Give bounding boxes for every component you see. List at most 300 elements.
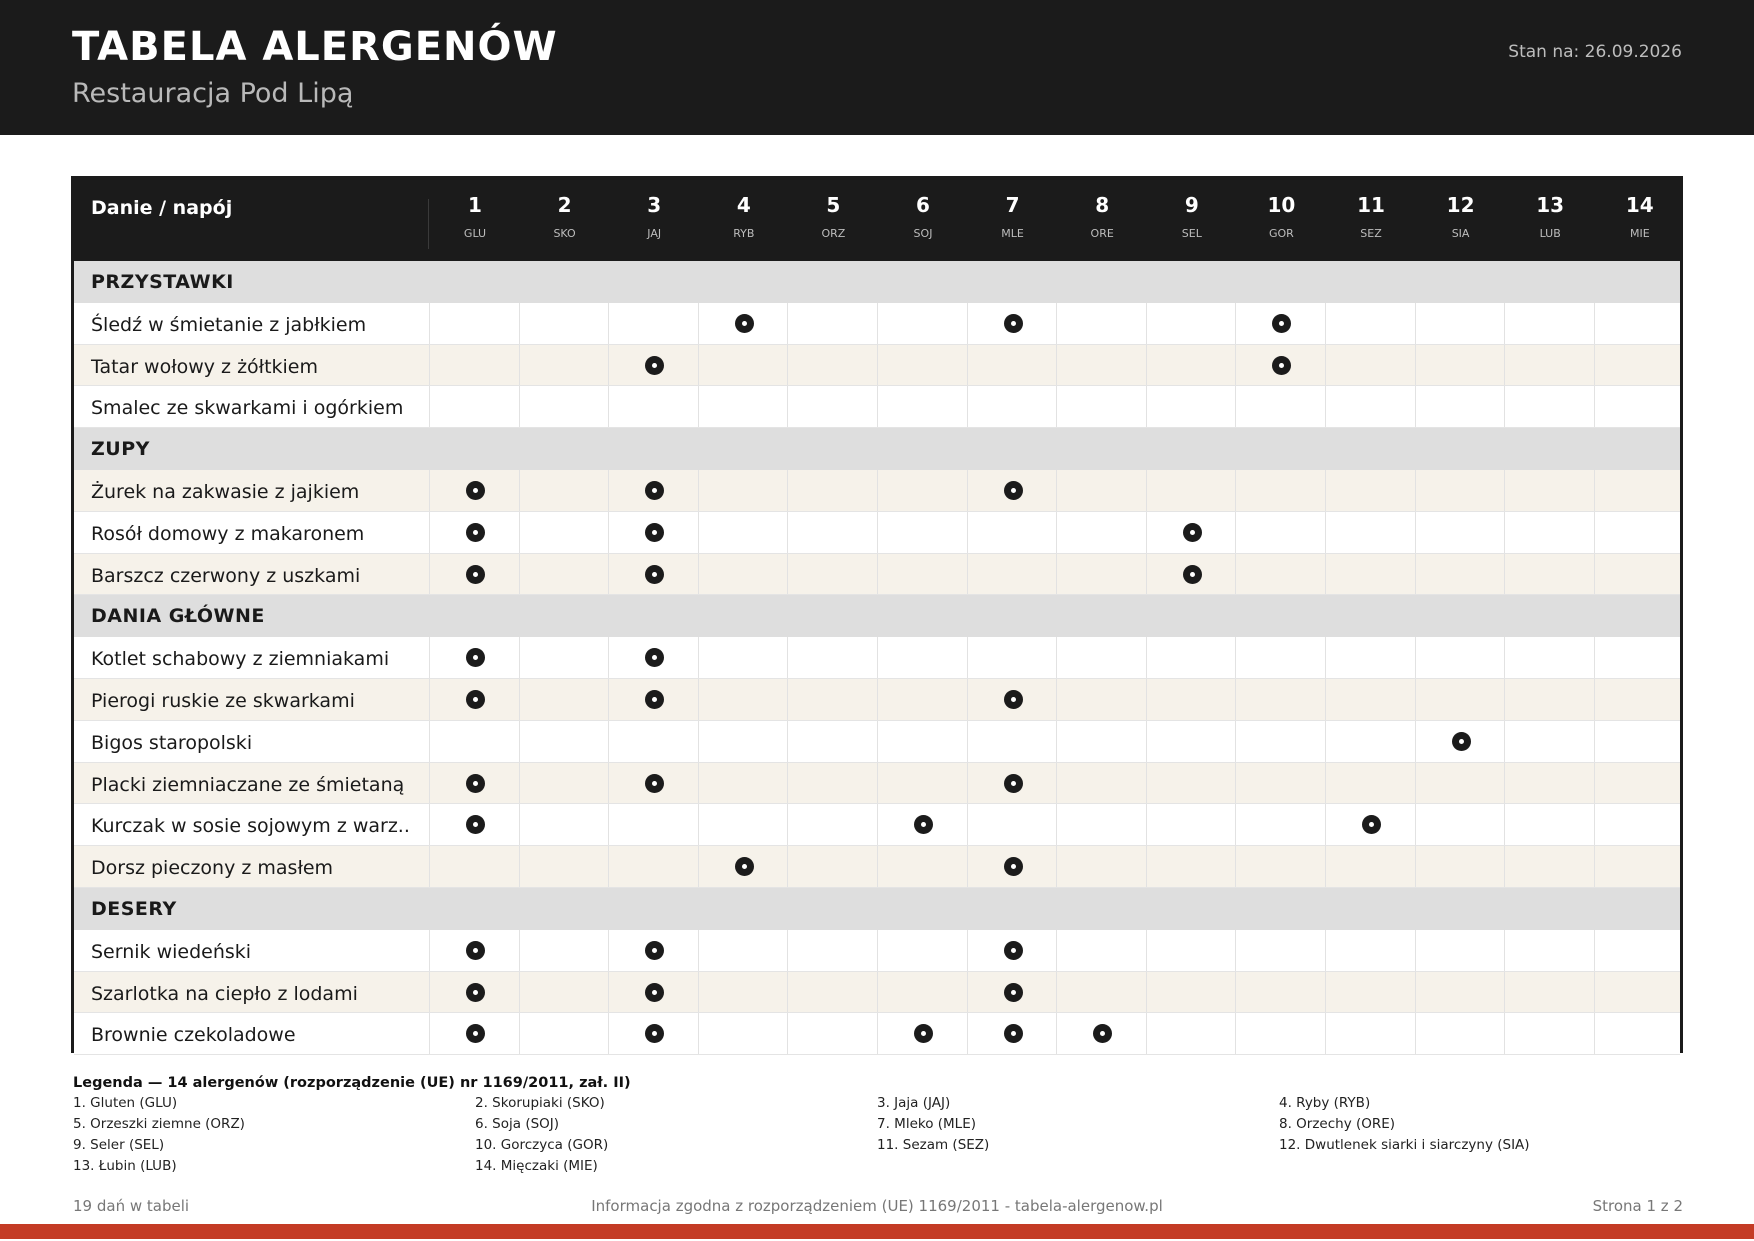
- allergen-cell: [967, 512, 1057, 553]
- legend-item: 14. Mięczaki (MIE): [475, 1158, 598, 1174]
- allergen-cell: [877, 721, 967, 762]
- allergen-cell: [429, 386, 519, 427]
- dish-count: 19 dań w tabeli: [73, 1197, 190, 1215]
- allergen-cell: [1325, 345, 1415, 386]
- allergen-cell: [608, 1013, 698, 1054]
- allergen-cell: [967, 554, 1057, 595]
- allergen-cell: [877, 1013, 967, 1054]
- allergen-cell: [519, 637, 609, 678]
- allergen-cell: [1325, 804, 1415, 845]
- allergen-present-icon: [735, 314, 754, 333]
- allergen-cell: [1146, 512, 1236, 553]
- allergen-number: 1: [468, 193, 482, 217]
- allergen-code: SKO: [553, 227, 576, 240]
- allergen-cell: [519, 721, 609, 762]
- allergen-cell: [1235, 804, 1325, 845]
- allergen-present-icon: [645, 690, 664, 709]
- allergen-cell: [698, 763, 788, 804]
- table-row: [74, 804, 1680, 846]
- allergen-cell: [787, 512, 877, 553]
- allergen-code: GOR: [1268, 227, 1294, 240]
- allergen-cell: [877, 930, 967, 971]
- accent-bar: [0, 1224, 1754, 1239]
- allergen-cell: [1594, 1013, 1684, 1054]
- allergen-cell: [1235, 470, 1325, 511]
- allergen-cell: [429, 345, 519, 386]
- legend-item: 8. Orzechy (ORE): [1279, 1116, 1396, 1132]
- allergen-cell: [429, 303, 519, 344]
- column-header-allergen: [968, 193, 1058, 240]
- allergen-cell: [1146, 972, 1236, 1013]
- allergen-cell: [608, 470, 698, 511]
- allergen-code: LUB: [1539, 227, 1561, 240]
- allergen-cell: [967, 763, 1057, 804]
- allergen-cell: [1056, 846, 1146, 887]
- allergen-cell: [877, 846, 967, 887]
- allergen-cell: [429, 637, 519, 678]
- allergen-cell: [1415, 386, 1505, 427]
- allergen-cell: [1594, 846, 1684, 887]
- allergen-cell: [1235, 554, 1325, 595]
- allergen-cell: [877, 470, 967, 511]
- page-title: TABELA ALERGENÓW: [72, 24, 558, 70]
- allergen-cell: [1325, 637, 1415, 678]
- allergen-cell: [1415, 930, 1505, 971]
- category-row: [74, 428, 1680, 470]
- allergen-cell: [1594, 637, 1684, 678]
- allergen-cell: [519, 972, 609, 1013]
- allergen-cell: [1235, 512, 1325, 553]
- dish-name: Smalec ze skwarkami i ogórkiem: [91, 397, 404, 420]
- allergen-cell: [1504, 930, 1594, 971]
- allergen-cell: [698, 554, 788, 595]
- allergen-cell: [519, 846, 609, 887]
- allergen-cell: [698, 721, 788, 762]
- allergen-cell: [1056, 972, 1146, 1013]
- allergen-present-icon: [645, 983, 664, 1002]
- allergen-present-icon: [466, 481, 485, 500]
- allergen-cell: [1504, 386, 1594, 427]
- table-row: [74, 846, 1680, 888]
- legend-item: 10. Gorczyca (GOR): [475, 1137, 609, 1153]
- allergen-code: SEL: [1181, 227, 1202, 240]
- allergen-cell: [1415, 679, 1505, 720]
- allergen-code: JAJ: [647, 227, 662, 240]
- allergen-cell: [1504, 637, 1594, 678]
- allergen-cell: [877, 637, 967, 678]
- allergen-cell: [519, 930, 609, 971]
- allergen-cell: [429, 804, 519, 845]
- allergen-cell: [1325, 763, 1415, 804]
- allergen-code: MLE: [1001, 227, 1024, 240]
- allergen-present-icon: [1272, 356, 1291, 375]
- allergen-cell: [877, 512, 967, 553]
- allergen-present-icon: [1004, 314, 1023, 333]
- table-row: [74, 972, 1680, 1014]
- allergen-code: SOJ: [913, 227, 933, 240]
- allergen-cell: [429, 470, 519, 511]
- allergen-present-icon: [1183, 523, 1202, 542]
- allergen-cell: [1235, 763, 1325, 804]
- dish-name: Żurek na zakwasie z jajkiem: [91, 480, 360, 503]
- allergen-cell: [1504, 721, 1594, 762]
- allergen-cell: [1504, 345, 1594, 386]
- allergen-cell: [429, 721, 519, 762]
- allergen-present-icon: [1004, 690, 1023, 709]
- allergen-cell: [1415, 512, 1505, 553]
- allergen-present-icon: [466, 523, 485, 542]
- allergen-cell: [1235, 386, 1325, 427]
- allergen-cell: [1146, 554, 1236, 595]
- allergen-cell: [608, 846, 698, 887]
- allergen-cell: [1415, 637, 1505, 678]
- allergen-cell: [519, 804, 609, 845]
- allergen-present-icon: [1362, 815, 1381, 834]
- category-row: [74, 261, 1680, 303]
- legend-item: 9. Seler (SEL): [73, 1137, 165, 1153]
- allergen-cell: [698, 930, 788, 971]
- allergen-cell: [698, 512, 788, 553]
- allergen-present-icon: [1183, 565, 1202, 584]
- header-divider: [428, 199, 429, 249]
- allergen-cell: [877, 763, 967, 804]
- allergen-cell: [608, 763, 698, 804]
- allergen-cell: [1146, 386, 1236, 427]
- allergen-cell: [519, 1013, 609, 1054]
- allergen-cell: [608, 554, 698, 595]
- allergen-cell: [1056, 386, 1146, 427]
- allergen-present-icon: [466, 941, 485, 960]
- table-header: [74, 179, 1680, 261]
- allergen-present-icon: [645, 523, 664, 542]
- allergen-cell: [1235, 345, 1325, 386]
- allergen-cell: [1594, 470, 1684, 511]
- allergen-cell: [1594, 804, 1684, 845]
- allergen-cell: [608, 345, 698, 386]
- allergen-cell: [877, 345, 967, 386]
- allergen-number: 7: [1005, 193, 1020, 217]
- allergen-cell: [1056, 345, 1146, 386]
- legend-item: 5. Orzeszki ziemne (ORZ): [73, 1116, 245, 1132]
- page-header: [0, 0, 1754, 135]
- allergen-present-icon: [1004, 774, 1023, 793]
- allergen-cell: [1235, 930, 1325, 971]
- allergen-number: 3: [647, 193, 662, 217]
- allergen-present-icon: [466, 690, 485, 709]
- allergen-cell: [967, 679, 1057, 720]
- allergen-cell: [608, 386, 698, 427]
- allergen-cell: [787, 930, 877, 971]
- table-row: [74, 512, 1680, 554]
- allergen-present-icon: [1004, 941, 1023, 960]
- allergen-cell: [1504, 554, 1594, 595]
- allergen-cell: [519, 303, 609, 344]
- allergen-present-icon: [914, 1024, 933, 1043]
- table-row: [74, 637, 1680, 679]
- allergen-present-icon: [645, 565, 664, 584]
- allergen-cell: [1146, 637, 1236, 678]
- allergen-cell: [698, 679, 788, 720]
- legend-item: 1. Gluten (GLU): [73, 1095, 178, 1111]
- table-row: [74, 470, 1680, 512]
- table-row: [74, 930, 1680, 972]
- allergen-cell: [608, 930, 698, 971]
- dish-name: Barszcz czerwony z uszkami: [91, 564, 361, 587]
- allergen-cell: [429, 679, 519, 720]
- allergen-cell: [608, 804, 698, 845]
- legend-list: [73, 1095, 1683, 1179]
- allergen-cell: [1235, 972, 1325, 1013]
- status-date: Stan na: 26.09.2026: [1508, 42, 1682, 62]
- allergen-cell: [1056, 512, 1146, 553]
- dish-name: Placki ziemniaczane ze śmietaną: [91, 773, 405, 796]
- allergen-present-icon: [466, 648, 485, 667]
- column-header-allergen: [1416, 193, 1506, 240]
- allergen-cell: [698, 345, 788, 386]
- allergen-present-icon: [466, 983, 485, 1002]
- allergen-cell: [1235, 1013, 1325, 1054]
- category-label: ZUPY: [91, 438, 150, 461]
- allergen-cell: [877, 554, 967, 595]
- allergen-cell: [967, 804, 1057, 845]
- allergen-cell: [429, 554, 519, 595]
- allergen-table: [71, 176, 1683, 1053]
- allergen-cell: [1594, 345, 1684, 386]
- dish-name: Kotlet schabowy z ziemniakami: [91, 648, 390, 671]
- allergen-cell: [698, 386, 788, 427]
- allergen-number: 14: [1625, 193, 1654, 217]
- dish-name: Rosół domowy z makaronem: [91, 522, 365, 545]
- allergen-cell: [877, 303, 967, 344]
- allergen-cell: [698, 846, 788, 887]
- allergen-cell: [1415, 470, 1505, 511]
- allergen-cell: [967, 721, 1057, 762]
- allergen-cell: [877, 972, 967, 1013]
- dish-name: Sernik wiedeński: [91, 940, 252, 963]
- allergen-cell: [1415, 554, 1505, 595]
- allergen-present-icon: [645, 356, 664, 375]
- allergen-cell: [1235, 303, 1325, 344]
- allergen-cell: [429, 846, 519, 887]
- allergen-number: 11: [1357, 193, 1385, 217]
- allergen-cell: [1504, 972, 1594, 1013]
- allergen-present-icon: [645, 481, 664, 500]
- allergen-present-icon: [466, 1024, 485, 1043]
- table-row: [74, 554, 1680, 596]
- allergen-cell: [1325, 930, 1415, 971]
- allergen-cell: [608, 679, 698, 720]
- allergen-cell: [1146, 303, 1236, 344]
- legend-title: Legenda — 14 alergenów (rozporządzenie (UE) nr 1169/2011, zał. II): [73, 1075, 631, 1091]
- allergen-code: MIE: [1629, 227, 1650, 240]
- allergen-present-icon: [735, 857, 754, 876]
- allergen-present-icon: [645, 774, 664, 793]
- legend-item: 3. Jaja (JAJ): [877, 1095, 951, 1111]
- allergen-cell: [1146, 763, 1236, 804]
- allergen-cell: [967, 972, 1057, 1013]
- allergen-cell: [1056, 470, 1146, 511]
- allergen-cell: [1415, 345, 1505, 386]
- allergen-cell: [429, 512, 519, 553]
- allergen-cell: [1415, 846, 1505, 887]
- allergen-cell: [698, 637, 788, 678]
- allergen-cell: [967, 846, 1057, 887]
- allergen-cell: [1594, 972, 1684, 1013]
- allergen-cell: [1056, 1013, 1146, 1054]
- allergen-cell: [429, 972, 519, 1013]
- column-header-allergen: [1147, 193, 1237, 240]
- allergen-cell: [1415, 763, 1505, 804]
- allergen-cell: [1235, 637, 1325, 678]
- allergen-cell: [787, 1013, 877, 1054]
- allergen-code: SIA: [1451, 227, 1470, 240]
- category-label: DANIA GŁÓWNE: [91, 605, 265, 628]
- allergen-cell: [1594, 763, 1684, 804]
- column-header-allergen: [1057, 193, 1147, 240]
- allergen-cell: [608, 303, 698, 344]
- table-row: [74, 303, 1680, 345]
- allergen-cell: [967, 470, 1057, 511]
- legend-item: 13. Łubin (LUB): [73, 1158, 177, 1174]
- dish-name: Pierogi ruskie ze skwarkami: [91, 689, 355, 712]
- allergen-number: 9: [1184, 193, 1199, 217]
- allergen-cell: [1235, 679, 1325, 720]
- column-header-allergen: [609, 193, 699, 240]
- table-row: [74, 386, 1680, 428]
- allergen-cell: [1594, 303, 1684, 344]
- allergen-cell: [1594, 679, 1684, 720]
- allergen-cell: [1235, 721, 1325, 762]
- allergen-cell: [1594, 554, 1684, 595]
- column-header-allergen: [520, 193, 610, 240]
- allergen-cell: [967, 303, 1057, 344]
- allergen-cell: [429, 930, 519, 971]
- allergen-cell: [787, 972, 877, 1013]
- allergen-cell: [1415, 303, 1505, 344]
- legend-item: 12. Dwutlenek siarki i siarczyny (SIA): [1279, 1137, 1530, 1153]
- restaurant-name: Restauracja Pod Lipą: [72, 78, 354, 109]
- legend-item: 11. Sezam (SEZ): [877, 1137, 990, 1153]
- allergen-present-icon: [1004, 481, 1023, 500]
- allergen-cell: [1504, 470, 1594, 511]
- allergen-present-icon: [645, 941, 664, 960]
- table-body: [74, 261, 1680, 1055]
- allergen-cell: [698, 972, 788, 1013]
- allergen-cell: [1056, 804, 1146, 845]
- allergen-cell: [1146, 345, 1236, 386]
- allergen-cell: [1504, 763, 1594, 804]
- allergen-cell: [698, 804, 788, 845]
- dish-name: Brownie czekoladowe: [91, 1024, 296, 1047]
- allergen-cell: [787, 763, 877, 804]
- column-header-allergen: [699, 193, 789, 240]
- allergen-number: 5: [826, 193, 841, 217]
- allergen-cell: [1235, 846, 1325, 887]
- allergen-cell: [1056, 930, 1146, 971]
- allergen-present-icon: [1004, 983, 1023, 1002]
- allergen-cell: [1146, 1013, 1236, 1054]
- allergen-cell: [1325, 679, 1415, 720]
- allergen-number: 13: [1536, 193, 1565, 217]
- allergen-cell: [967, 637, 1057, 678]
- allergen-cell: [1415, 804, 1505, 845]
- allergen-code: RYB: [733, 227, 755, 240]
- allergen-cell: [1415, 1013, 1505, 1054]
- allergen-cell: [1415, 721, 1505, 762]
- allergen-cell: [1504, 303, 1594, 344]
- column-header-allergen: [430, 193, 520, 240]
- dish-name: Tatar wołowy z żółtkiem: [91, 355, 318, 378]
- allergen-cell: [1056, 554, 1146, 595]
- allergen-cell: [877, 386, 967, 427]
- allergen-present-icon: [466, 565, 485, 584]
- allergen-cell: [1594, 512, 1684, 553]
- allergen-present-icon: [645, 1024, 664, 1043]
- column-header-allergen: [1236, 193, 1326, 240]
- allergen-cell: [1325, 470, 1415, 511]
- allergen-number: 2: [557, 193, 572, 217]
- legend-item: 6. Soja (SOJ): [475, 1116, 560, 1132]
- legend-item: 4. Ryby (RYB): [1279, 1095, 1371, 1111]
- allergen-number: 6: [916, 193, 930, 217]
- allergen-present-icon: [645, 648, 664, 667]
- allergen-cell: [608, 721, 698, 762]
- allergen-cell: [698, 303, 788, 344]
- allergen-cell: [519, 679, 609, 720]
- column-header-dish: Danie / napój: [91, 197, 233, 219]
- allergen-number: 10: [1267, 193, 1296, 217]
- allergen-cell: [1146, 804, 1236, 845]
- category-label: DESERY: [91, 897, 177, 920]
- allergen-cell: [787, 470, 877, 511]
- allergen-cell: [698, 470, 788, 511]
- allergen-cell: [1325, 554, 1415, 595]
- allergen-cell: [787, 554, 877, 595]
- allergen-cell: [429, 763, 519, 804]
- allergen-cell: [967, 1013, 1057, 1054]
- allergen-number: 8: [1095, 193, 1110, 217]
- allergen-present-icon: [1272, 314, 1291, 333]
- page-number: Strona 1 z 2: [1592, 1197, 1683, 1215]
- allergen-cell: [519, 763, 609, 804]
- allergen-code: GLU: [463, 227, 487, 240]
- allergen-cell: [1504, 1013, 1594, 1054]
- allergen-present-icon: [1004, 857, 1023, 876]
- allergen-code: SEZ: [1360, 227, 1382, 240]
- allergen-cell: [1056, 763, 1146, 804]
- allergen-cell: [1146, 679, 1236, 720]
- allergen-cell: [1056, 303, 1146, 344]
- allergen-present-icon: [1093, 1024, 1112, 1043]
- allergen-cell: [1504, 846, 1594, 887]
- allergen-cell: [1056, 637, 1146, 678]
- legend-item: 7. Mleko (MLE): [877, 1116, 976, 1132]
- allergen-cell: [1594, 721, 1684, 762]
- allergen-cell: [967, 386, 1057, 427]
- dish-name: Szarlotka na ciepło z lodami: [91, 982, 358, 1005]
- allergen-present-icon: [1452, 732, 1471, 751]
- category-row: [74, 888, 1680, 930]
- allergen-cell: [1504, 679, 1594, 720]
- column-header-allergen: [788, 193, 878, 240]
- allergen-cell: [519, 345, 609, 386]
- allergen-present-icon: [914, 815, 933, 834]
- allergen-cell: [967, 345, 1057, 386]
- allergen-cell: [519, 512, 609, 553]
- table-row: [74, 721, 1680, 763]
- allergen-present-icon: [466, 815, 485, 834]
- allergen-cell: [1056, 721, 1146, 762]
